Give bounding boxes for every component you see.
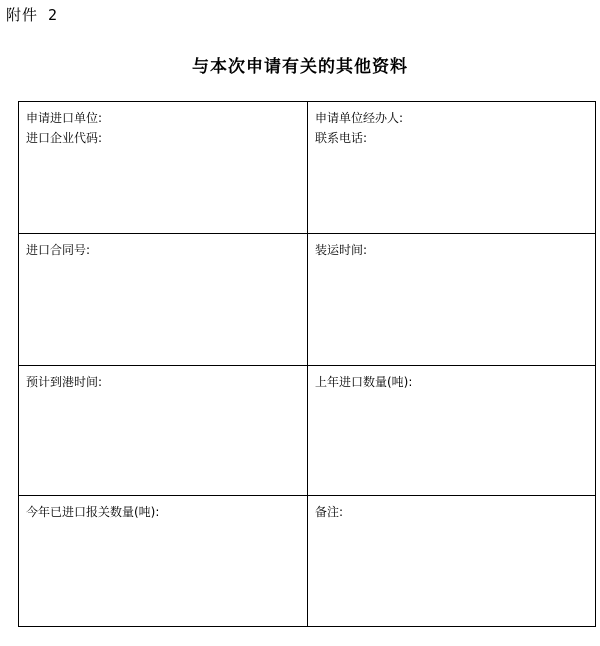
application-form-table [18,101,596,627]
last-year-quantity-label: 上年进口数量(吨): [315,375,413,389]
contract-number-label: 进口合同号: [26,243,91,257]
this-year-quantity-label: 今年已进口报关数量(吨): [26,505,160,519]
arrival-time-cell [19,366,308,496]
importer-code-label: 进口企业代码: [26,131,103,145]
arrival-time-label: 预计到港时间: [26,375,103,389]
remarks-label: 备注: [315,505,344,519]
shipping-time-cell [308,234,595,366]
handler-label: 申请单位经办人: [315,111,404,125]
contract-number-cell [19,234,308,366]
importer-info-cell [19,102,308,234]
handler-info-cell [308,102,595,234]
importer-unit-label: 申请进口单位: [26,111,103,125]
remarks-cell [308,496,595,626]
this-year-quantity-cell [19,496,308,626]
last-year-quantity-cell [308,366,595,496]
attachment-label: 附件 2 [6,6,59,24]
page-title: 与本次申请有关的其他资料 [192,57,408,77]
shipping-time-label: 装运时间: [315,243,368,257]
phone-label: 联系电话: [315,131,368,145]
